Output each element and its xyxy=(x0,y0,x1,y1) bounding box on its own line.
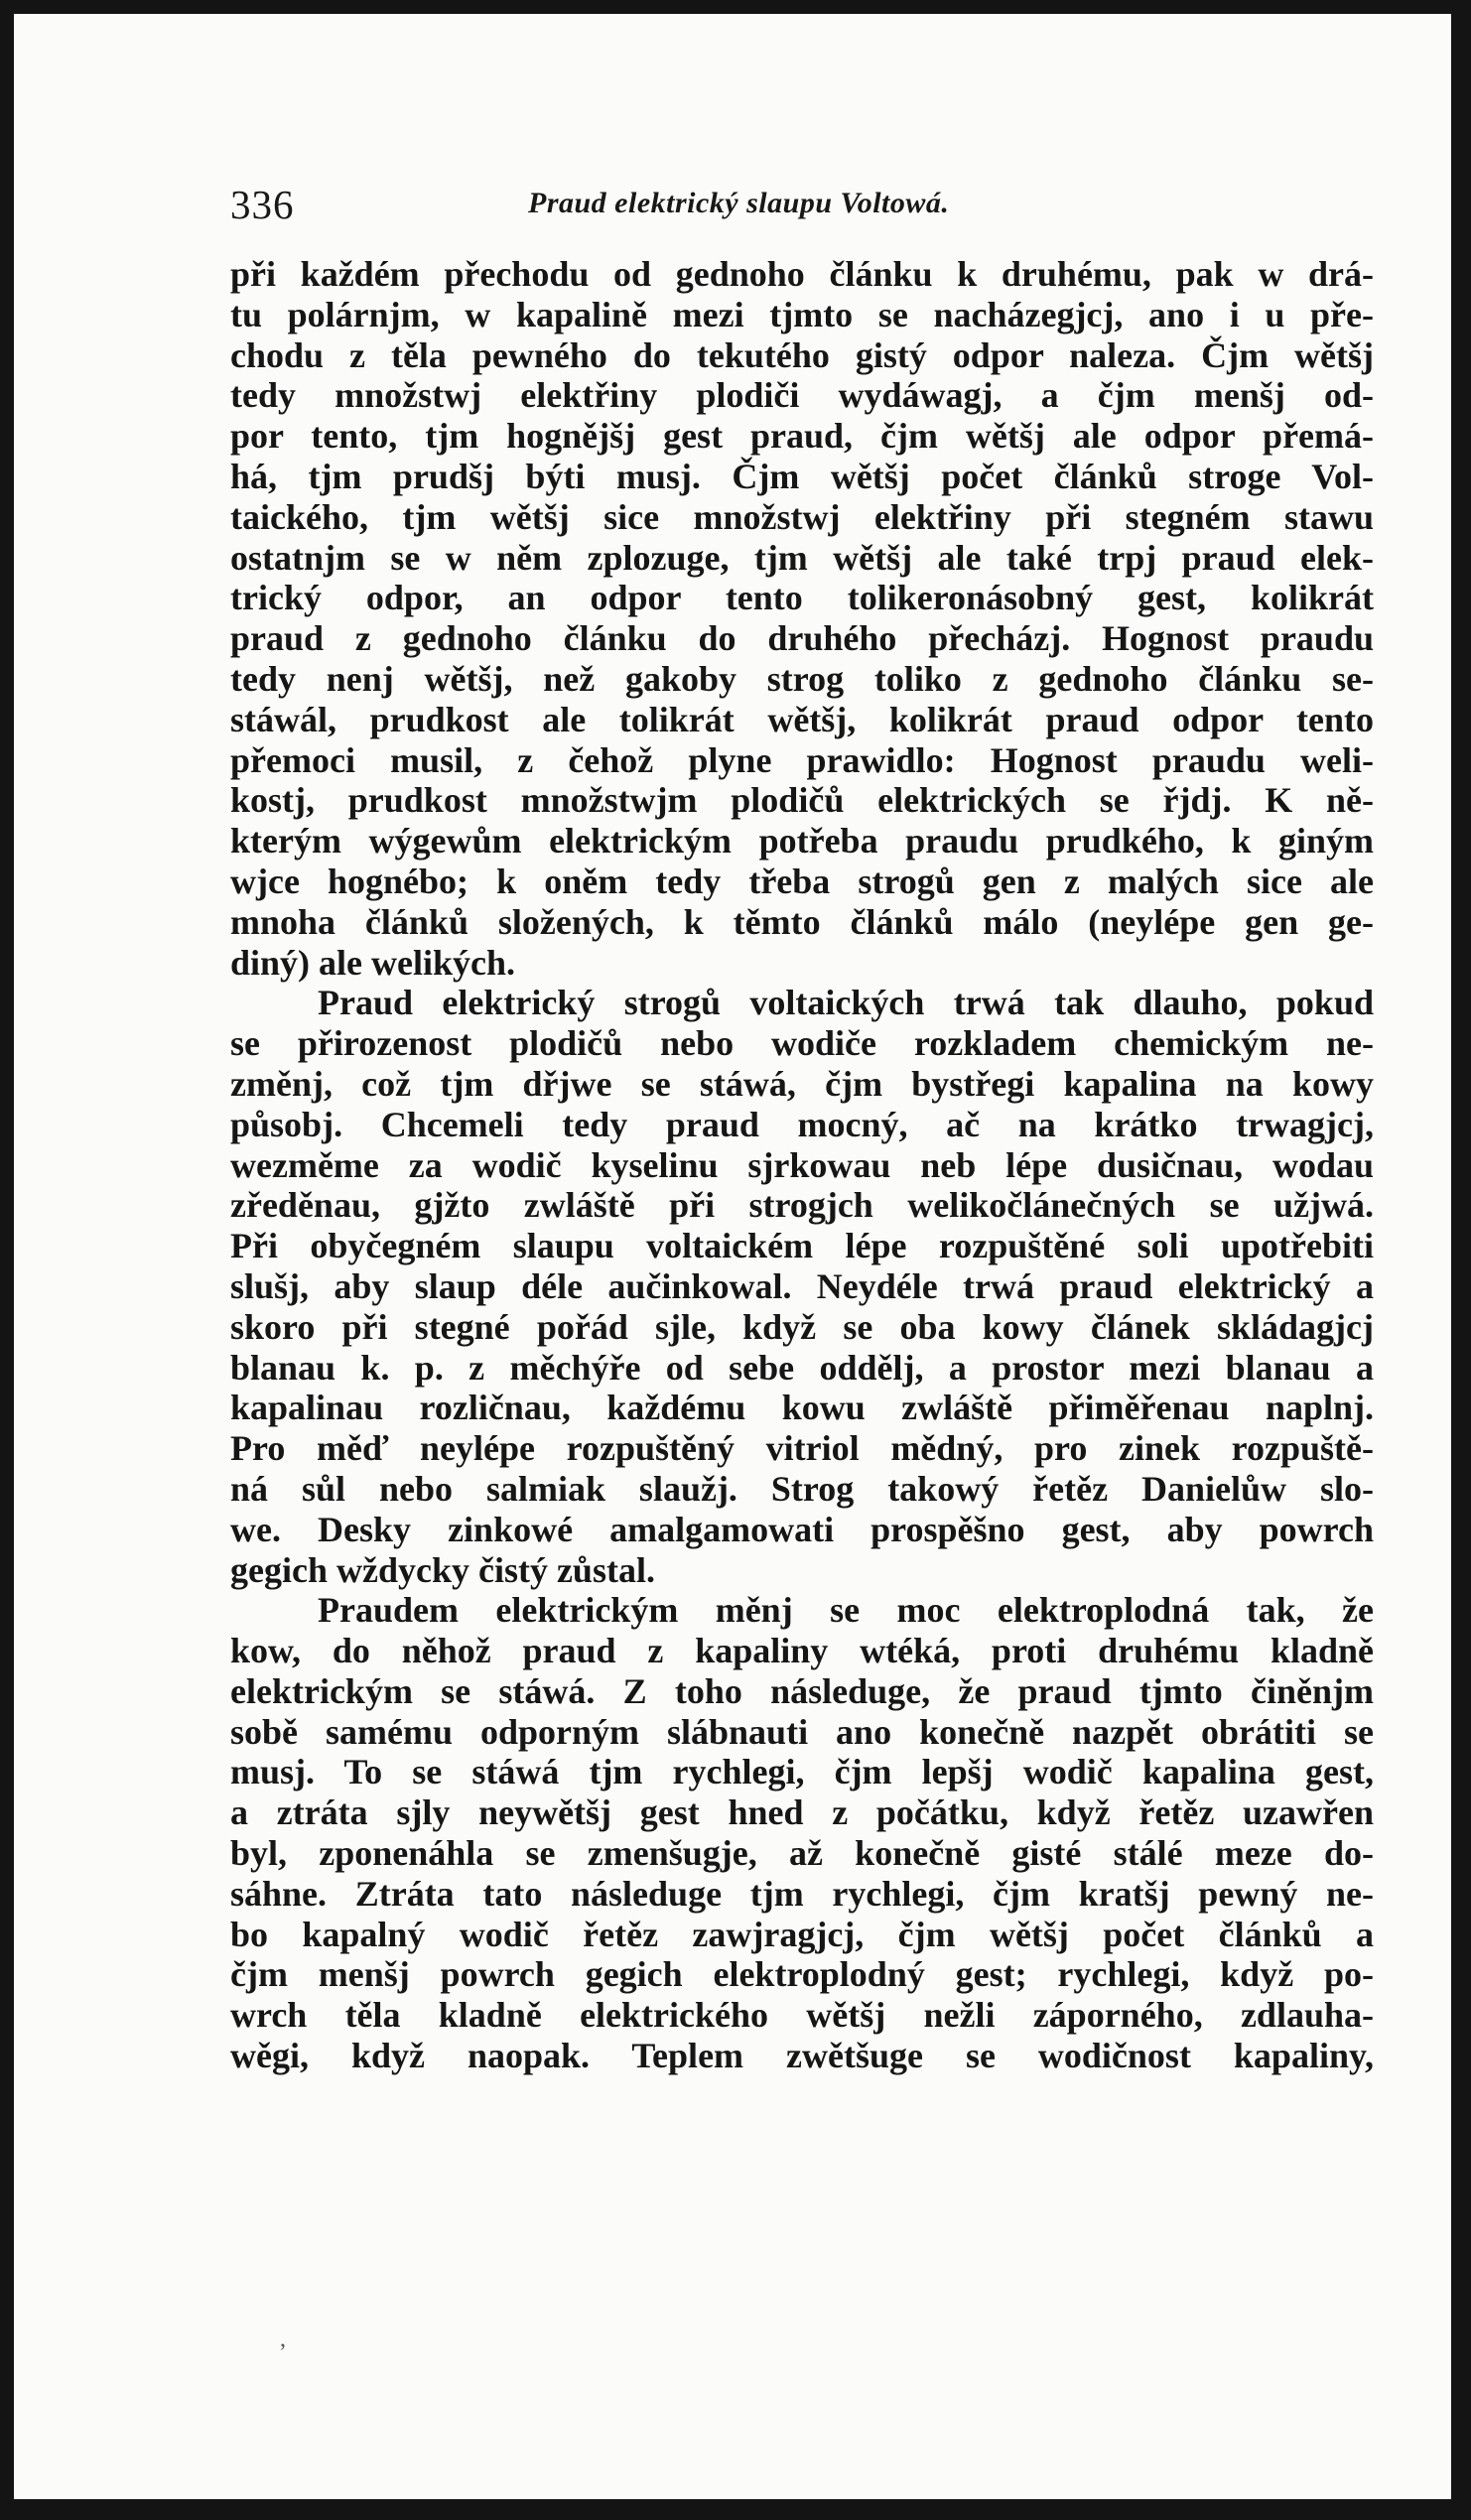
text-line: blanau k. p. z měchýře od sebe oddělj, a prostor mezi blanau a xyxy=(230,1347,1374,1388)
page-header xyxy=(230,181,1094,227)
text-line: wezměme za wodič kyselinu sjrkowau neb lépe dusičnau, wodau xyxy=(230,1144,1374,1185)
text-line: elektrickým se stáwá. Z toho následuge, že praud tjmto činěnjm xyxy=(230,1670,1374,1711)
text-line: we. Desky zinkowé amalgamowati prospěšno gest, aby powrch xyxy=(230,1509,1374,1549)
text-line: taického, tjm wětšj sice množstwj elektřiny při stegném stawu xyxy=(230,496,1374,537)
text-line: zředěnau, gjžto zwláště při strogjch welikočlánečných se užjwá. xyxy=(230,1185,1374,1226)
text-line: slušj, aby slaup déle aučinkowal. Neydéle trwá praud elektrický a xyxy=(230,1265,1374,1306)
text-line: musj. To se stáwá tjm rychlegi, čjm lepšj wodič kapalina gest, xyxy=(230,1752,1374,1792)
text-line: há, tjm prudšj býti musj. Čjm wětšj počet článků stroge Vol- xyxy=(230,456,1374,496)
text-line: kapalinau rozličnau, každému kowu zwláště přiměřenau naplnj. xyxy=(230,1388,1374,1428)
text-line: chodu z těla pewného do tekutého gistý odpor naleza. Čjm wětšj xyxy=(230,334,1374,375)
text-line: skoro při stegné pořád sjle, když se oba kowy článek skládagjcj xyxy=(230,1306,1374,1347)
text-line: přemoci musil, z čehož plyne prawidlo: Hognost praudu weli- xyxy=(230,739,1374,780)
text-line: sobě samému odporným slábnauti ano konečně nazpět obrátiti se xyxy=(230,1711,1374,1752)
text-line: sáhne. Ztráta tato následuge tjm rychlegi, čjm kratšj pewný ne- xyxy=(230,1873,1374,1914)
text-line: změnj, což tjm dřjwe se stáwá, čjm bystřegi kapalina na kowy xyxy=(230,1063,1374,1104)
text-line: wrch těla kladně elektrického wětšj nežli záporného, zdlauha- xyxy=(230,1995,1374,2036)
text-line: působj. Chcemeli tedy praud mocný, ač na krátko trwagjcj, xyxy=(230,1104,1374,1144)
text-line: stáwál, prudkost ale tolikrát wětšj, kolikrát praud odpor tento xyxy=(230,699,1374,739)
text-line: kostj, prudkost množstwjm plodičů elektrických se řjdj. K ně- xyxy=(230,780,1374,821)
text-line: gegich wždycky čistý zůstal. xyxy=(230,1549,655,1590)
text-line: Praudem elektrickým měnj se moc elektroplodná tak, že xyxy=(318,1590,1374,1631)
text-line: Praud elektrický strogů voltaických trwá tak dlauho, pokud xyxy=(318,983,1374,1023)
text-line: por tento, tjm hognějšj gest praud, čjm wětšj ale odpor přemá- xyxy=(230,416,1374,457)
text-line: kow, do něhož praud z kapaliny wtéká, proti druhému kladně xyxy=(230,1631,1374,1671)
page-number: 336 xyxy=(230,182,295,227)
book-page xyxy=(14,14,1451,2499)
text-line: se přirozenost plodičů nebo wodiče rozkladem chemickým ne- xyxy=(230,1023,1374,1064)
body-text xyxy=(230,254,1374,2076)
text-line: ná sůl nebo salmiak slaužj. Strog takowý řetěz Danielůw slo- xyxy=(230,1468,1374,1509)
text-line: mnoha článků složených, k těmto článků málo (neylépe gen ge- xyxy=(230,901,1374,942)
text-line: wjce hognébo; k oněm tedy třeba strogů gen z malých sice ale xyxy=(230,861,1374,901)
text-line: kterým wýgewům elektrickým potřeba praudu prudkého, k giným xyxy=(230,821,1374,862)
text-line: wěgi, když naopak. Teplem zwětšuge se wodičnost kapaliny, xyxy=(230,2036,1374,2076)
text-line: tedy množstwj elektřiny plodiči wydáwagj, a čjm menšj od- xyxy=(230,375,1374,416)
text-line: byl, zponenáhla se zmenšugje, až konečně gisté stálé meze do- xyxy=(230,1833,1374,1874)
stray-mark: , xyxy=(280,2326,286,2352)
text-line: tedy nenj wětšj, než gakoby strog toliko z gednoho článku se- xyxy=(230,658,1374,699)
text-line: Pro měď neylépe rozpuštěný vitriol mědný, pro zinek rozpuště- xyxy=(230,1428,1374,1469)
text-line: čjm menšj powrch gegich elektroplodný gest; rychlegi, když po- xyxy=(230,1954,1374,1995)
text-line: Při obyčegném slaupu voltaickém lépe rozpuštěné soli upotřebiti xyxy=(230,1226,1374,1266)
text-line: bo kapalný wodič řetěz zawjragjcj, čjm wětšj počet článků a xyxy=(230,1914,1374,1954)
text-line: trický odpor, an odpor tento tolikeronásobný gest, kolikrát xyxy=(230,578,1374,618)
text-line: tu polárnjm, w kapalině mezi tjmto se nacházegjcj, ano i u pře- xyxy=(230,294,1374,334)
running-title: Praud elektrický slaupu Voltowá. xyxy=(528,187,950,219)
text-line: při každém přechodu od gednoho článku k druhému, pak w drá- xyxy=(230,254,1374,294)
text-line: ostatnjm se w něm zplozuge, tjm wětšj ale také trpj praud elek- xyxy=(230,537,1374,578)
text-line: diný) ale welikých. xyxy=(230,942,516,983)
text-line: a ztráta sjly neywětšj gest hned z počátku, když řetěz uzawřen xyxy=(230,1792,1374,1833)
text-line: praud z gednoho článku do druhého přecházj. Hognost praudu xyxy=(230,618,1374,659)
